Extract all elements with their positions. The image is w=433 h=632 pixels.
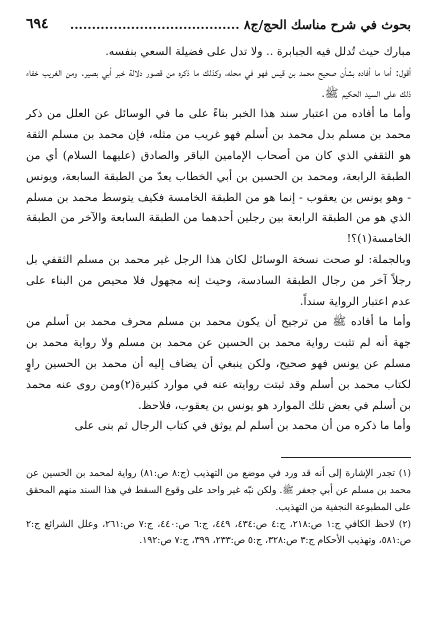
page-header [26, 10, 411, 32]
body-text [26, 42, 411, 437]
paragraph: مبارك حيث تُدلل فيه الجبابرة .. ولا تدل على فضيلة السعي بنفسه. [105, 45, 411, 58]
paragraph: وأما ما أفاده ﷺ من ترجيح أن يكون محمد بن مسلم محرف محمد بن أسلم من جهة أنه لم تثبت رواية محمد بن الحسين عن محمد بن مسلم ولا رواية محمد بن مسلم عن يونس فهو صحيح، ولكن ينبغي أن يضاف إليه أن محمد بن الحسين راوٍ لكتاب محمد بن أسلم وقد ثبتت روايته عنه في موارد كثيرة(٢)ومن روى عنه محمد بن أسلم في بعض تلك الموارد هو يونس بن يعقوب، فلاحظ. [26, 315, 411, 412]
paragraph: وأما ما ذكره من أن محمد بن أسلم لم يوثق في كتاب الرجال ثم بنى على [74, 419, 411, 433]
page-number: ٦٩٤ [26, 16, 49, 32]
footnote: (٢) لاحظ الكافي ج:١ ص:٢١٨، ج:٤ ص:٤٣٤، ٤٤٩، ج:٦ ص:٤٤٠، ج:٧ ص:٢٦١، وعلل الشرائع ج:٢ ص:٥٨١، وتهذيب الأحكام ج:٣ ص:٣٢٨، ج:٥ ص:٢٣٣، ٣٩٩، ج:٧ ص:١٩٢. [26, 518, 412, 547]
footnote-divider [281, 457, 411, 458]
paragraph: أقول: أما ما أفاده بشأن صحيح محمد بن قيس فهو في محله، وكذلك ما ذكره من قصور دلالة خبر أبي بصير. ومن الغريب خفاء ذلك على السيد الحكيم ﷺ. [26, 65, 411, 100]
running-title: بحوث في شرح مناسك الحج/ج٨ ....................................... [69, 17, 411, 32]
footnotes [26, 466, 411, 550]
footnote: (١) تجدر الإشارة إلى أنه قد ورد في موضع من التهذيب (ج:٨ ص:٨١) رواية لمحمد بن الحسين عن محمد بن مسلم عن أبي جعفر ﷺ. ولكن نبّه غير واحد على وقوع السقط في هذا السند منهم المحقق على المطبوعة النجفية من التهذيب. [26, 468, 411, 513]
paragraph: وبالجملة: لو صحت نسخة الوسائل لكان هذا الرجل غير محمد بن مسلم الثقفي بل رجلاً آخر من رجال الطبقة السادسة، وحيث إنه مجهول فلا محيص من البناء على عدم اعتبار الرواية سنداً. [26, 252, 411, 308]
paragraph: وأما ما أفاده من اعتبار سند هذا الخبر بناءً على ما في الوسائل عن العلل من ذكر محمد بن مسلم بدل محمد بن أسلم فهو غريب من مثله، فإن محمد بن مسلم الثقة هو الثقفي الذي كان من أصحاب الإمامين الباقر والصادق (عليهما السلام) أي من الطبقة الرابعة، ومحمد بن الحسين بن أبي الخطاب يعدّ من الطبقة السابعة، ويونس - وهو يونس بن يعقوب - إنما هو من الطبقة الخامسة فكيف يتوسط محمد بن مسلم الذي هو من الطبقة الرابعة بين رجلين أحدهما من الطبقة السابعة والآخر من الطبقة الخامسة(١)؟! [26, 107, 411, 246]
